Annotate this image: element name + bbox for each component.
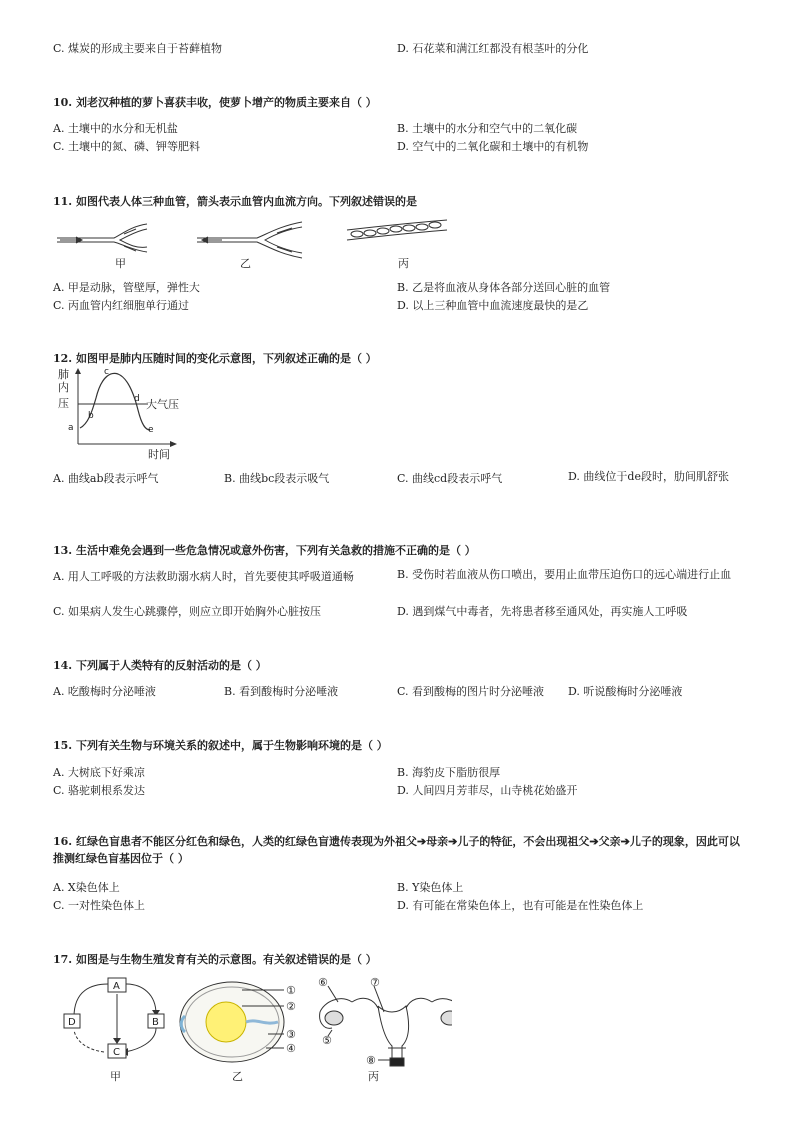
- point-b: b: [88, 411, 94, 421]
- blood-vessels-figure: [52, 212, 452, 270]
- point-c: c: [104, 367, 109, 377]
- egg-mark-4: ④: [286, 1042, 296, 1055]
- fig17-label-bing: 丙: [368, 1070, 379, 1083]
- q10-option-d: D. 空气中的二氧化碳和土壤中的有机物: [397, 140, 589, 153]
- cycle-d: D: [68, 1017, 76, 1028]
- q10-option-c: C. 土壤中的氮、磷、钾等肥料: [53, 140, 201, 153]
- question-10-stem: 10. 刘老汉种植的萝卜喜获丰收，使萝卜增产的物质主要来自（ ）: [53, 96, 377, 109]
- q10-option-a: A. 土壤中的水分和无机盐: [53, 122, 178, 135]
- q15-option-a: A. 大树底下好乘凉: [53, 766, 145, 779]
- ylabel-3: 压: [58, 397, 69, 410]
- q13-option-d: D. 遇到煤气中毒者，先将患者移至通风处，再实施人工呼吸: [397, 605, 688, 618]
- x-axis-arrow: [170, 441, 177, 447]
- question-12-stem: 12. 如图甲是肺内压随时间的变化示意图，下列叙述正确的是（ ）: [53, 352, 377, 365]
- uterus-diagram: [320, 986, 452, 1066]
- question-15-stem: 15. 下列有关生物与环境关系的叙述中，属于生物影响环境的是（ ）: [53, 739, 388, 752]
- ylabel-1: 肺: [58, 368, 69, 381]
- point-a: a: [68, 423, 74, 433]
- q13-option-b: B. 受伤时若血液从伤口喷出，要用止血带压迫伤口的远心端进行止血: [397, 568, 732, 581]
- q14-option-d: D. 听说酸梅时分泌唾液: [568, 685, 683, 698]
- question-14-stem: 14. 下列属于人类特有的反射活动的是（ ）: [53, 659, 267, 672]
- lung-pressure-graph: [52, 364, 192, 460]
- cycle-c: C: [113, 1047, 120, 1058]
- q13-option-c: C. 如果病人发生心跳骤停，则应立即开始胸外心脏按压: [53, 605, 322, 618]
- ylabel-2: 内: [58, 381, 69, 394]
- fig-label-jia: 甲: [115, 257, 126, 270]
- y-axis-arrow: [75, 368, 81, 374]
- q11-option-b: B. 乙是将血液从身体各部分送回心脏的血管: [397, 281, 611, 294]
- q12-option-b: B. 曲线bc段表示吸气: [224, 472, 330, 485]
- egg-mark-3: ③: [286, 1028, 296, 1041]
- q16-option-b: B. Y染色体上: [397, 881, 464, 894]
- egg-mark-1: ①: [286, 984, 296, 997]
- fig17-label-jia: 甲: [110, 1070, 121, 1083]
- question-17-stem: 17. 如图是与生物生殖发育有关的示意图。有关叙述错误的是（ ）: [53, 953, 377, 966]
- egg-diagram: [180, 982, 296, 1062]
- q16-option-d: D. 有可能在常染色体上，也有可能是在性染色体上: [397, 899, 644, 912]
- q14-option-a: A. 吃酸梅时分泌唾液: [53, 685, 156, 698]
- vessel-jia: [57, 224, 147, 252]
- uterus-mark-6: ⑥: [318, 976, 328, 989]
- fig-label-yi: 乙: [240, 257, 251, 270]
- cycle-b: B: [152, 1017, 159, 1028]
- q11-option-c: C. 丙血管内红细胞单行通过: [53, 299, 190, 312]
- q14-option-c: C. 看到酸梅的图片时分泌唾液: [397, 685, 545, 698]
- q11-option-d: D. 以上三种血管中血流速度最快的是乙: [397, 299, 589, 312]
- q16-option-a: A. X染色体上: [53, 881, 120, 894]
- atmospheric-label: 大气压: [146, 398, 179, 411]
- q15-option-d: D. 人间四月芳菲尽，山寺桃花始盛开: [397, 784, 578, 797]
- q15-option-b: B. 海豹皮下脂肪很厚: [397, 766, 501, 779]
- q10-option-b: B. 土壤中的水分和空气中的二氧化碳: [397, 122, 578, 135]
- vessel-bing: [347, 220, 447, 240]
- q12-option-c: C. 曲线cd段表示呼气: [397, 472, 503, 485]
- uterus-mark-8: ⑧: [366, 1054, 376, 1067]
- life-cycle-diagram: [64, 978, 164, 1058]
- fig17-label-yi: 乙: [232, 1070, 243, 1083]
- q13-option-a: A. 用人工呼吸的方法救助溺水病人时，首先要使其呼吸道通畅: [53, 570, 354, 583]
- question-11-stem: 11. 如图代表人体三种血管，箭头表示血管内血流方向。下列叙述错误的是: [53, 195, 417, 208]
- option-c: C. 煤炭的形成主要来自于苔藓植物: [53, 42, 223, 55]
- point-e: e: [148, 425, 154, 435]
- uterus-mark-7: ⑦: [370, 976, 380, 989]
- uterus-mark-5: ⑤: [322, 1034, 332, 1047]
- q14-option-b: B. 看到酸梅时分泌唾液: [224, 685, 339, 698]
- q11-option-a: A. 甲是动脉，管壁厚，弹性大: [53, 281, 200, 294]
- egg-mark-2: ②: [286, 1000, 296, 1013]
- question-16-stem: 16. 红绿色盲患者不能区分红色和绿色，人类的红绿色盲遗传表现为外祖父➔母亲➔儿子的特征，不会出现祖父➔父亲➔儿子的现象，因此可以推测红绿色盲基因位于（ ）: [53, 835, 740, 865]
- cycle-a: A: [113, 981, 120, 992]
- q12-option-d: D. 曲线位于de段时，肋间肌舒张: [568, 470, 729, 483]
- question-13-stem: 13. 生活中难免会遇到一些危急情况或意外伤害，下列有关急救的措施不正确的是（ ）: [53, 544, 476, 557]
- vessel-yi: [197, 222, 302, 258]
- q12-option-a: A. 曲线ab段表示呼气: [53, 472, 159, 485]
- xlabel: 时间: [148, 448, 170, 460]
- fig-label-bing: 丙: [398, 257, 409, 270]
- option-d: D. 石花菜和满江红都没有根茎叶的分化: [397, 42, 589, 55]
- q15-option-c: C. 骆驼刺根系发达: [53, 784, 146, 797]
- point-d: d: [134, 394, 140, 404]
- q16-option-c: C. 一对性染色体上: [53, 899, 146, 912]
